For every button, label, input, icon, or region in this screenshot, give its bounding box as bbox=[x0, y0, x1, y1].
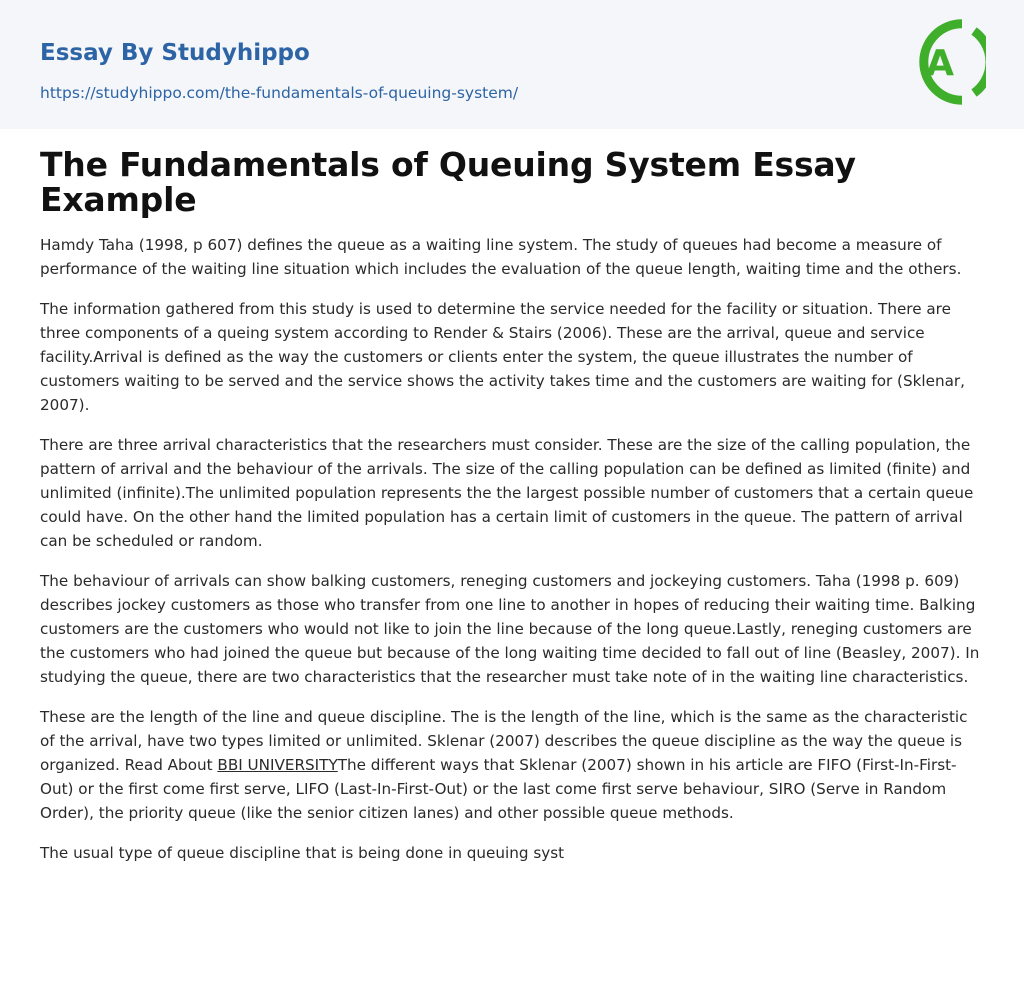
paragraph-5-text-start: These are the length of the line and queue discipline. The is the length of the line, which is the same as the characteristic of the arrival, have two types limited or unlimited. Sklenar (2007) describes the queue discipline as the way the queue is organized. Read About bbox=[40, 708, 968, 774]
article-title: The Fundamentals of Queuing System Essay Example bbox=[40, 145, 856, 219]
site-header bbox=[0, 0, 1024, 129]
paragraph-5-text-end: The different ways that Sklenar (2007) shown in his article are FIFO (First-In-First-Out) or the first come first serve, LIFO (Last-In-First-Out) or the last come first serve behaviour, SIRO (Serve in Random Order), the priority queue (like the senior citizen lanes) and other possible queue methods. bbox=[40, 756, 957, 822]
article-paragraph-4: The behaviour of arrivals can show balking customers, reneging customers and jockeying customers. Taha (1998 p. 609) describes jockey customers as those who transfer from one line to another in hopes of reducing their waiting time. Balking customers are the customers who would not like to join the line because of the long queue.Lastly, reneging customers are the customers who had joined the queue but because of the long waiting time decided to fall out of line (Beasley, 2007). In studying the queue, there are two characteristics that the researcher must take note of in the waiting line characteristics. bbox=[40, 572, 980, 686]
article-url-link[interactable]: https://studyhippo.com/the-fundamentals-of-queuing-system/ bbox=[40, 84, 519, 102]
article-paragraph-3: There are three arrival characteristics that the researchers must consider. These are the size of the calling population, the pattern of arrival and the behaviour of the arrivals. The size of the calling population can be defined as limited (finite) and unlimited (infinite).The unlimited population represents the the largest possible number of customers that a certain queue could have. On the other hand the limited population has a certain limit of customers in the queue. The pattern of arrival can be scheduled or random. bbox=[40, 436, 974, 550]
article-paragraph-5 bbox=[40, 705, 986, 825]
studyhippo-logo-icon[interactable] bbox=[912, 19, 986, 105]
bbi-university-link[interactable]: BBI UNIVERSITY bbox=[217, 756, 338, 774]
logo-letter: A bbox=[926, 43, 954, 84]
site-brand[interactable]: Essay By Studyhippo bbox=[40, 40, 310, 66]
article-content bbox=[40, 147, 986, 881]
article-paragraph-2: The information gathered from this study is used to determine the service needed for the facility or situation. There are three components of a queing system according to Render & Stairs (2006). These are the arrival, queue and service facility.Arrival is defined as the way the customers or clients enter the system, the queue illustrates the number of customers waiting to be served and the service shows the activity takes time and the customers are waiting for (Sklenar, 2007). bbox=[40, 300, 965, 414]
article-paragraph-6: The usual type of queue discipline that is being done in queuing syst bbox=[40, 844, 565, 862]
article-paragraph-1: Hamdy Taha (1998, p 607) defines the queue as a waiting line system. The study of queues had become a measure of performance of the waiting line situation which includes the evaluation of the queue length, waiting time and the others. bbox=[40, 236, 962, 278]
